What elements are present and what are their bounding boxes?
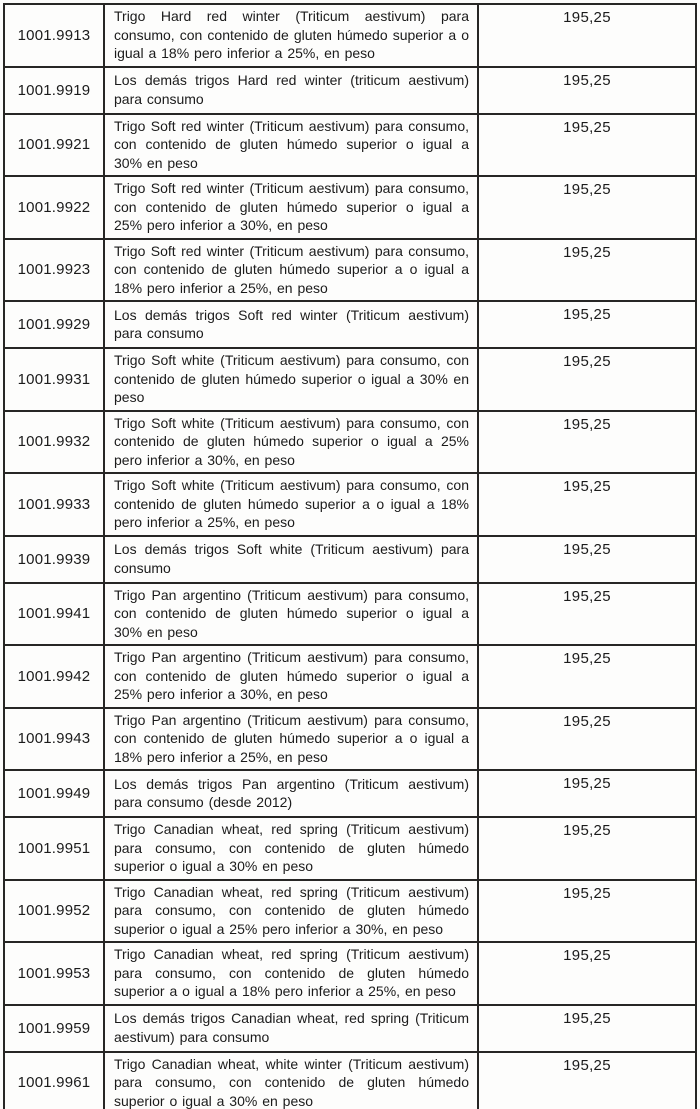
tariff-code-cell: 1001.9961 [4, 1052, 104, 1109]
value-cell: 195,25 [478, 770, 696, 817]
table-row [4, 4, 696, 67]
description-cell: Los demás trigos Hard red winter (triticum aestivum) para consumo [104, 67, 478, 114]
description-cell: Trigo Pan argentino (Triticum aestivum) para consumo, con contenido de gluten húmedo superior a o igual a 18% pero inferior a 25%, en peso [104, 708, 478, 771]
description-cell: Trigo Hard red winter (Triticum aestivum) para consumo, con contenido de gluten húmedo superior a o igual a 18% pero inferior a 25%, en peso [104, 4, 478, 67]
description-cell: Los demás trigos Canadian wheat, red spring (Triticum aestivum) para consumo [104, 1005, 478, 1052]
value-cell: 195,25 [478, 880, 696, 943]
value-cell: 195,25 [478, 708, 696, 771]
value-cell: 195,25 [478, 4, 696, 67]
tariff-code-cell: 1001.9931 [4, 348, 104, 411]
table-row [4, 411, 696, 474]
description-cell: Trigo Soft white (Triticum aestivum) para consumo, con contenido de gluten húmedo superior o igual a 30% en peso [104, 348, 478, 411]
value-cell: 195,25 [478, 536, 696, 583]
table-row [4, 536, 696, 583]
tariff-code-cell: 1001.9932 [4, 411, 104, 474]
value-cell: 195,25 [478, 176, 696, 239]
table-row [4, 1052, 696, 1109]
table-row [4, 583, 696, 646]
table-row [4, 301, 696, 348]
tariff-code-cell: 1001.9953 [4, 942, 104, 1005]
tariff-table [3, 3, 697, 1109]
tariff-table-body [4, 4, 696, 1109]
tariff-code-cell: 1001.9922 [4, 176, 104, 239]
table-row [4, 708, 696, 771]
tariff-code-cell: 1001.9919 [4, 67, 104, 114]
value-cell: 195,25 [478, 1005, 696, 1052]
value-cell: 195,25 [478, 348, 696, 411]
tariff-code-cell: 1001.9942 [4, 645, 104, 708]
description-cell: Trigo Soft red winter (Triticum aestivum) para consumo, con contenido de gluten húmedo superior a o igual a 18% pero inferior a 25%, en peso [104, 239, 478, 302]
table-row [4, 67, 696, 114]
tariff-code-cell: 1001.9913 [4, 4, 104, 67]
description-cell: Trigo Canadian wheat, red spring (Triticum aestivum) para consumo, con contenido de gluten húmedo superior a o igual a 18% pero inferior a 25%, en peso [104, 942, 478, 1005]
table-row [4, 770, 696, 817]
description-cell: Trigo Soft white (Triticum aestivum) para consumo, con contenido de gluten húmedo superior a o igual a 18% pero inferior a 25%, en peso [104, 473, 478, 536]
table-row [4, 473, 696, 536]
table-row [4, 176, 696, 239]
value-cell: 195,25 [478, 645, 696, 708]
table-row [4, 114, 696, 177]
description-cell: Trigo Soft white (Triticum aestivum) para consumo, con contenido de gluten húmedo superior o igual a 25% pero inferior a 30%, en peso [104, 411, 478, 474]
tariff-code-cell: 1001.9923 [4, 239, 104, 302]
description-cell: Trigo Soft red winter (Triticum aestivum) para consumo, con contenido de gluten húmedo superior o igual a 25% pero inferior a 30%, en peso [104, 176, 478, 239]
tariff-code-cell: 1001.9929 [4, 301, 104, 348]
value-cell: 195,25 [478, 114, 696, 177]
description-cell: Trigo Canadian wheat, red spring (Triticum aestivum) para consumo, con contenido de gluten húmedo superior o igual a 25% pero inferior a 30%, en peso [104, 880, 478, 943]
tariff-code-cell: 1001.9939 [4, 536, 104, 583]
value-cell: 195,25 [478, 817, 696, 880]
tariff-code-cell: 1001.9941 [4, 583, 104, 646]
description-cell: Trigo Pan argentino (Triticum aestivum) para consumo, con contenido de gluten húmedo superior o igual a 25% pero inferior a 30%, en peso [104, 645, 478, 708]
table-row [4, 942, 696, 1005]
table-row [4, 348, 696, 411]
value-cell: 195,25 [478, 239, 696, 302]
tariff-code-cell: 1001.9959 [4, 1005, 104, 1052]
table-row [4, 239, 696, 302]
description-cell: Trigo Pan argentino (Triticum aestivum) para consumo, con contenido de gluten húmedo superior o igual a 30% en peso [104, 583, 478, 646]
value-cell: 195,25 [478, 473, 696, 536]
tariff-code-cell: 1001.9943 [4, 708, 104, 771]
value-cell: 195,25 [478, 67, 696, 114]
value-cell: 195,25 [478, 942, 696, 1005]
description-cell: Trigo Canadian wheat, red spring (Triticum aestivum) para consumo, con contenido de gluten húmedo superior o igual a 30% en peso [104, 817, 478, 880]
table-row [4, 645, 696, 708]
tariff-code-cell: 1001.9952 [4, 880, 104, 943]
value-cell: 195,25 [478, 583, 696, 646]
table-row [4, 880, 696, 943]
tariff-code-cell: 1001.9921 [4, 114, 104, 177]
tariff-code-cell: 1001.9951 [4, 817, 104, 880]
description-cell: Trigo Soft red winter (Triticum aestivum) para consumo, con contenido de gluten húmedo superior o igual a 30% en peso [104, 114, 478, 177]
tariff-code-cell: 1001.9949 [4, 770, 104, 817]
description-cell: Los demás trigos Pan argentino (Triticum aestivum) para consumo (desde 2012) [104, 770, 478, 817]
description-cell: Los demás trigos Soft red winter (Triticum aestivum) para consumo [104, 301, 478, 348]
tariff-code-cell: 1001.9933 [4, 473, 104, 536]
table-row [4, 817, 696, 880]
value-cell: 195,25 [478, 301, 696, 348]
description-cell: Trigo Canadian wheat, white winter (Triticum aestivum) para consumo, con contenido de gluten húmedo superior o igual a 30% en peso [104, 1052, 478, 1109]
value-cell: 195,25 [478, 1052, 696, 1109]
description-cell: Los demás trigos Soft white (Triticum aestivum) para consumo [104, 536, 478, 583]
table-row [4, 1005, 696, 1052]
value-cell: 195,25 [478, 411, 696, 474]
